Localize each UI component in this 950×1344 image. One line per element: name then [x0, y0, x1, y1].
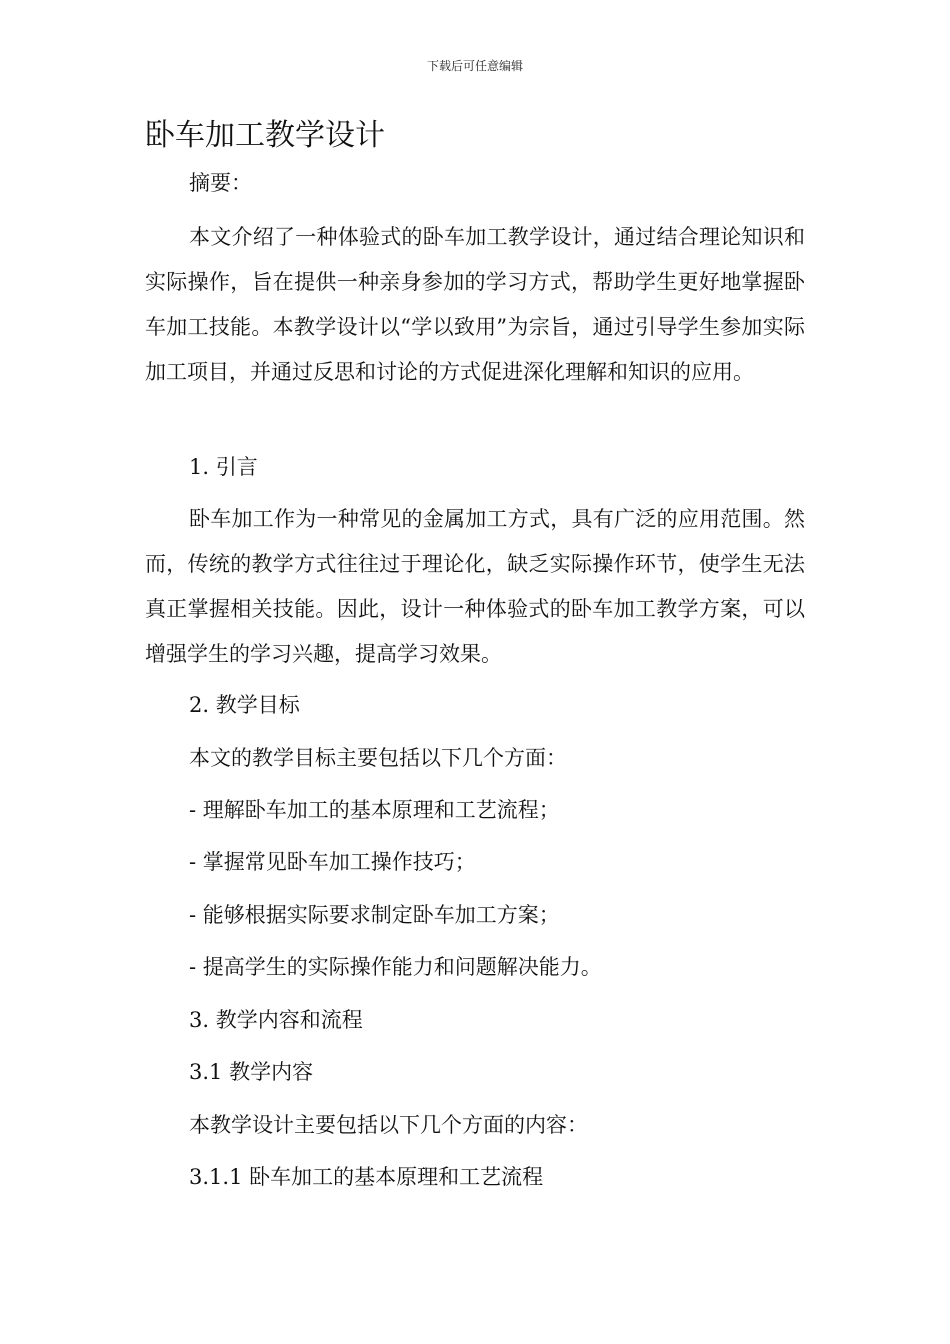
abstract-paragraph: 本文介绍了一种体验式的卧车加工教学设计，通过结合理论知识和实际操作，旨在提供一种亲身参加的学习方式，帮助学生更好地掌握卧车加工技能。本教学设计以“学以致用”为宗旨，通过引导学生参加实际加工项目，并通过反思和讨论的方式促进深化理解和知识的应用。: [145, 225, 805, 384]
section-1-body: 卧车加工作为一种常见的金属加工方式，具有广泛的应用范围。然而，传统的教学方式往往过于理论化，缺乏实际操作环节，使学生无法真正掌握相关技能。因此，设计一种体验式的卧车加工教学方案，可以增强学生的学习兴趣，提高学习效果。: [145, 507, 805, 666]
section-3-1-intro: 本教学设计主要包括以下几个方面的内容：: [189, 1113, 588, 1137]
page-header-note: 下载后可任意编辑: [426, 59, 523, 73]
section-1-heading: 1. 引言: [189, 455, 258, 479]
goal-item: - 理解卧车加工的基本原理和工艺流程；: [189, 798, 560, 822]
goal-item: - 提高学生的实际操作能力和问题解决能力。: [189, 955, 602, 979]
section-3-heading: 3. 教学内容和流程: [189, 1008, 363, 1032]
section-3-1-heading: 3.1 教学内容: [189, 1060, 314, 1084]
goal-item: - 能够根据实际要求制定卧车加工方案；: [189, 903, 560, 927]
goal-item: - 掌握常见卧车加工操作技巧；: [189, 850, 476, 874]
section-2-intro: 本文的教学目标主要包括以下几个方面：: [189, 746, 567, 770]
abstract-label: 摘要：: [189, 171, 252, 195]
section-3-1-1-heading: 3.1.1 卧车加工的基本原理和工艺流程: [189, 1165, 544, 1189]
document-title: 卧车加工教学设计: [145, 118, 385, 153]
section-2-heading: 2. 教学目标: [189, 693, 300, 717]
